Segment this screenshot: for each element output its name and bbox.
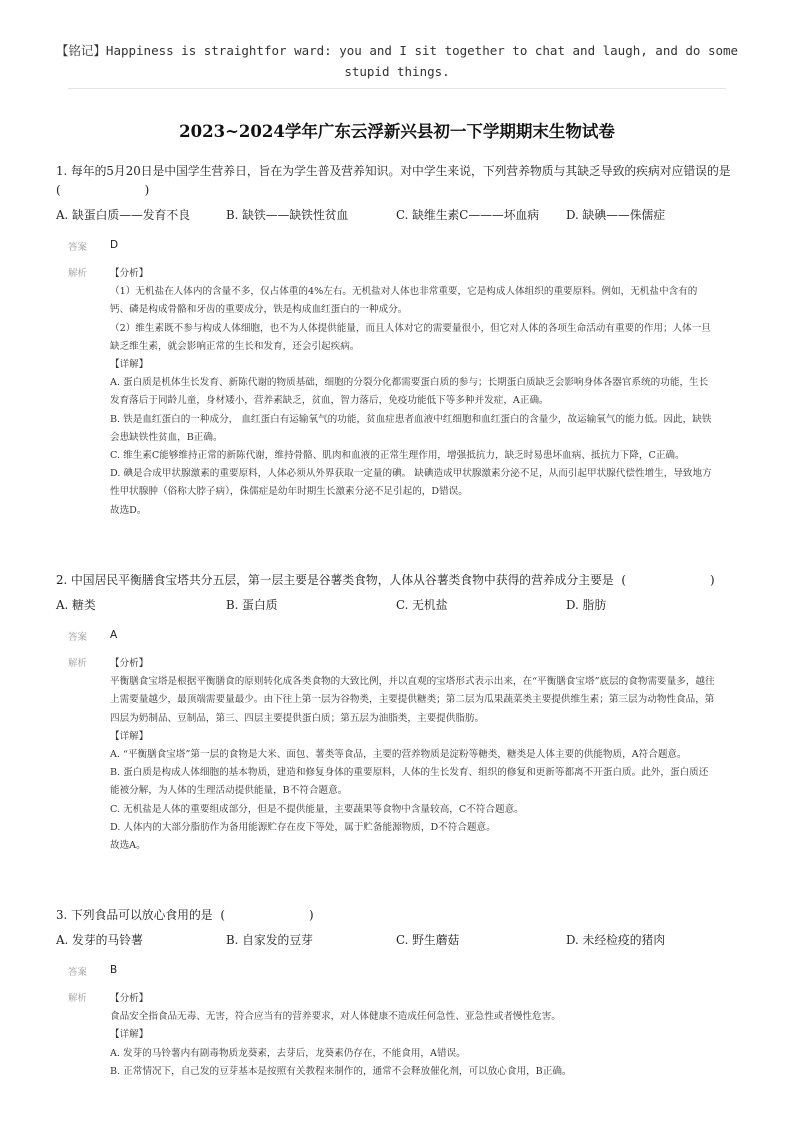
- explanation-line: （2）维生素既不参与构成人体细胞，也不为人体提供能量，而且人体对它的需要量很小，但它对人体的各项生命活动有重要的作用；人体一旦缺乏维生素，就会影响正常的生长和发育，还会引起疾病。: [110, 322, 711, 352]
- explanation-line: 【详解】: [110, 1029, 149, 1041]
- explanation-line: 故选A。: [110, 840, 146, 852]
- answer-row: [68, 964, 746, 978]
- options-row: [56, 596, 746, 613]
- answer-value: B: [110, 964, 118, 976]
- explanation-line: D. 人体内的大部分脂肪作为备用能源贮存在皮下等处，属于贮备能源物质，D不符合题意。: [110, 821, 496, 833]
- explanation-line: A. “平衡膳食宝塔”第一层的食物是大米、面包、薯类等食品，主要的营养物质是淀粉等糖类，糖类是人体主要的供能物质，A符合题意。: [110, 749, 687, 761]
- question-stem: [56, 571, 746, 590]
- explanation-row: [68, 265, 746, 520]
- explanation-line: 【分析】: [110, 268, 149, 279]
- question-stem-text: 3. 下列食品可以放心食用的是: [56, 908, 213, 922]
- explanation-line: 【分析】: [110, 658, 149, 669]
- answer-value: A: [110, 629, 118, 641]
- option-c[interactable]: C. 野生蘑菇: [396, 933, 460, 947]
- explanation-line: （1）无机盐在人体内的含量不多，仅占体重的4%左右。无机盐对人体也非常重要，它是构成人体组织的重要原料。例如，无机盐中含有的钙、磷是构成骨骼和牙齿的重要成分，铁是构成血红蛋白的一种成分。: [110, 286, 698, 316]
- question-1: [56, 162, 746, 520]
- explanation-row: [68, 990, 746, 1081]
- answer-paren-open: (: [220, 908, 225, 922]
- option-d[interactable]: D. 缺碘——侏儒症: [566, 208, 666, 222]
- question-3: [56, 906, 746, 1081]
- answer-paren-open: (: [621, 573, 627, 587]
- question-2: [56, 571, 746, 855]
- question-stem: [56, 906, 746, 925]
- answer-row: [68, 239, 746, 253]
- explanation-body: [110, 990, 716, 1081]
- answer-row: [68, 629, 746, 643]
- option-d[interactable]: D. 脂肪: [566, 598, 607, 612]
- option-c[interactable]: C. 无机盐: [396, 598, 448, 612]
- answer-paren-close: ): [144, 183, 150, 197]
- explanation-line: B. 正常情况下，自己发的豆芽基本是按照有关教程来制作的，通常不会释放催化剂，可以放心食用，B正确。: [110, 1065, 572, 1077]
- header-motto: 【铭记】Happiness is straightfor ward: you and I sit together to chat and laugh, and do some stupid things.: [55, 43, 739, 79]
- answer-value: D: [110, 239, 119, 251]
- answer-paren-close: ): [710, 573, 715, 587]
- explanation-body: [110, 655, 716, 855]
- option-a[interactable]: A. 糖类: [56, 598, 96, 612]
- explanation-label: 解析: [68, 658, 88, 669]
- option-c[interactable]: C. 缺维生素C———坏血病: [396, 208, 540, 222]
- option-b[interactable]: B. 自家发的豆芽: [226, 933, 313, 947]
- explanation-line: 食品安全指食品无毒、无害，符合应当有的营养要求，对人体健康不造成任何急性、亚急性或者慢性危害。: [110, 1011, 561, 1023]
- question-stem-text: 2. 中国居民平衡膳食宝塔共分五层，第一层主要是谷薯类食物，人体从谷薯类食物中获得的营养成分主要是: [56, 573, 614, 587]
- doc-title: 2023~2024学年广东云浮新兴县初一下学期期末生物试卷: [179, 122, 615, 141]
- explanation-line: 故选D。: [110, 504, 147, 516]
- explanation-line: 【详解】: [110, 730, 149, 742]
- explanation-line: A. 蛋白质是机体生长发育、新陈代谢的物质基础，细胞的分裂分化都需要蛋白质的参与；长期蛋白质缺乏会影响身体各器官系统的功能，生长发育落后于同龄儿童，身材矮小，营养素缺乏，贫血，智力落后，免疫功能低下等多种并发症，A正确。: [110, 377, 709, 407]
- option-d[interactable]: D. 未经检疫的猪肉: [566, 933, 666, 947]
- options-row: [56, 206, 746, 223]
- explanation-label: 解析: [68, 993, 88, 1004]
- explanation-line: 【详解】: [110, 359, 149, 371]
- explanation-line: C. 无机盐是人体的重要组成部分，但是不提供能量，主要蔬果等食物中含量较高，C不符合题意。: [110, 803, 524, 815]
- option-b[interactable]: B. 缺铁——缺铁性贫血: [226, 208, 349, 222]
- explanation-body: [110, 265, 716, 520]
- option-a[interactable]: A. 发芽的马铃薯: [56, 933, 143, 947]
- answer-label: 答案: [68, 242, 88, 253]
- explanation-row: [68, 655, 746, 855]
- header-divider: [68, 88, 726, 89]
- explanation-line: B. 铁是血红蛋白的一种成分， 血红蛋白有运输氧气的功能，贫血症患者血液中红细胞和血红蛋白的含量少，故运输氧气的能力低。因此，缺铁会患缺铁性贫血，B正确。: [110, 413, 712, 443]
- option-b[interactable]: B. 蛋白质: [226, 598, 278, 612]
- answer-paren-open: (: [56, 183, 61, 197]
- explanation-line: A. 发芽的马铃薯内有剧毒物质龙葵素，去芽后，龙葵素仍存在，不能食用，A错误。: [110, 1047, 466, 1059]
- options-row: [56, 931, 746, 948]
- answer-paren-close: ): [308, 908, 314, 922]
- answer-label: 答案: [68, 632, 88, 643]
- explanation-line: 【分析】: [110, 993, 149, 1004]
- answer-label: 答案: [68, 967, 88, 978]
- explanation-line: C. 维生素C能够维持正常的新陈代谢，维持骨骼、肌肉和血液的正常生理作用，增强抵抗力，缺乏时易患坏血病、抵抗力下降，C正确。: [110, 450, 685, 462]
- option-a[interactable]: A. 缺蛋白质——发育不良: [56, 208, 190, 222]
- explanation-line: 平衡膳食宝塔是根据平衡膳食的原则转化成各类食物的大致比例，并以直观的宝塔形式表示出来，在“平衡膳食宝塔”底层的食物需要量多，越往上需要量越少，最顶端需要量最少。由下往上第一层为谷物类，主要提供糖类；第二层为瓜果蔬菜类主要提供维生素；第三层为动物性食品，第四层为奶制品、豆制品，第三、四层主要提供蛋白质；第五层为油脂类，主要提供脂肪。: [110, 676, 715, 724]
- question-stem-text: 1. 每年的5月20日是中国学生营养日，旨在为学生普及营养知识。对中学生来说，下列营养物质与其缺乏导致的疾病对应错误的是: [56, 164, 731, 178]
- explanation-line: B. 蛋白质是构成人体细胞的基本物质，建造和修复身体的重要原料，人体的生长发育、组织的修复和更新等都离不开蛋白质。此外，蛋白质还能被分解，为人体的生理活动提供能量，B不符合题意。: [110, 767, 709, 797]
- explanation-label: 解析: [68, 268, 88, 279]
- explanation-line: D. 碘是合成甲状腺激素的重要原料，人体必须从外界获取一定量的碘。 缺碘造成甲状腺激素分泌不足，从而引起甲状腺代偿性增生，导致地方性甲状腺肿（俗称大脖子病），侏儒症是幼年时期生长激素分泌不足引起的，D错误。: [110, 468, 712, 498]
- question-stem: [56, 162, 746, 200]
